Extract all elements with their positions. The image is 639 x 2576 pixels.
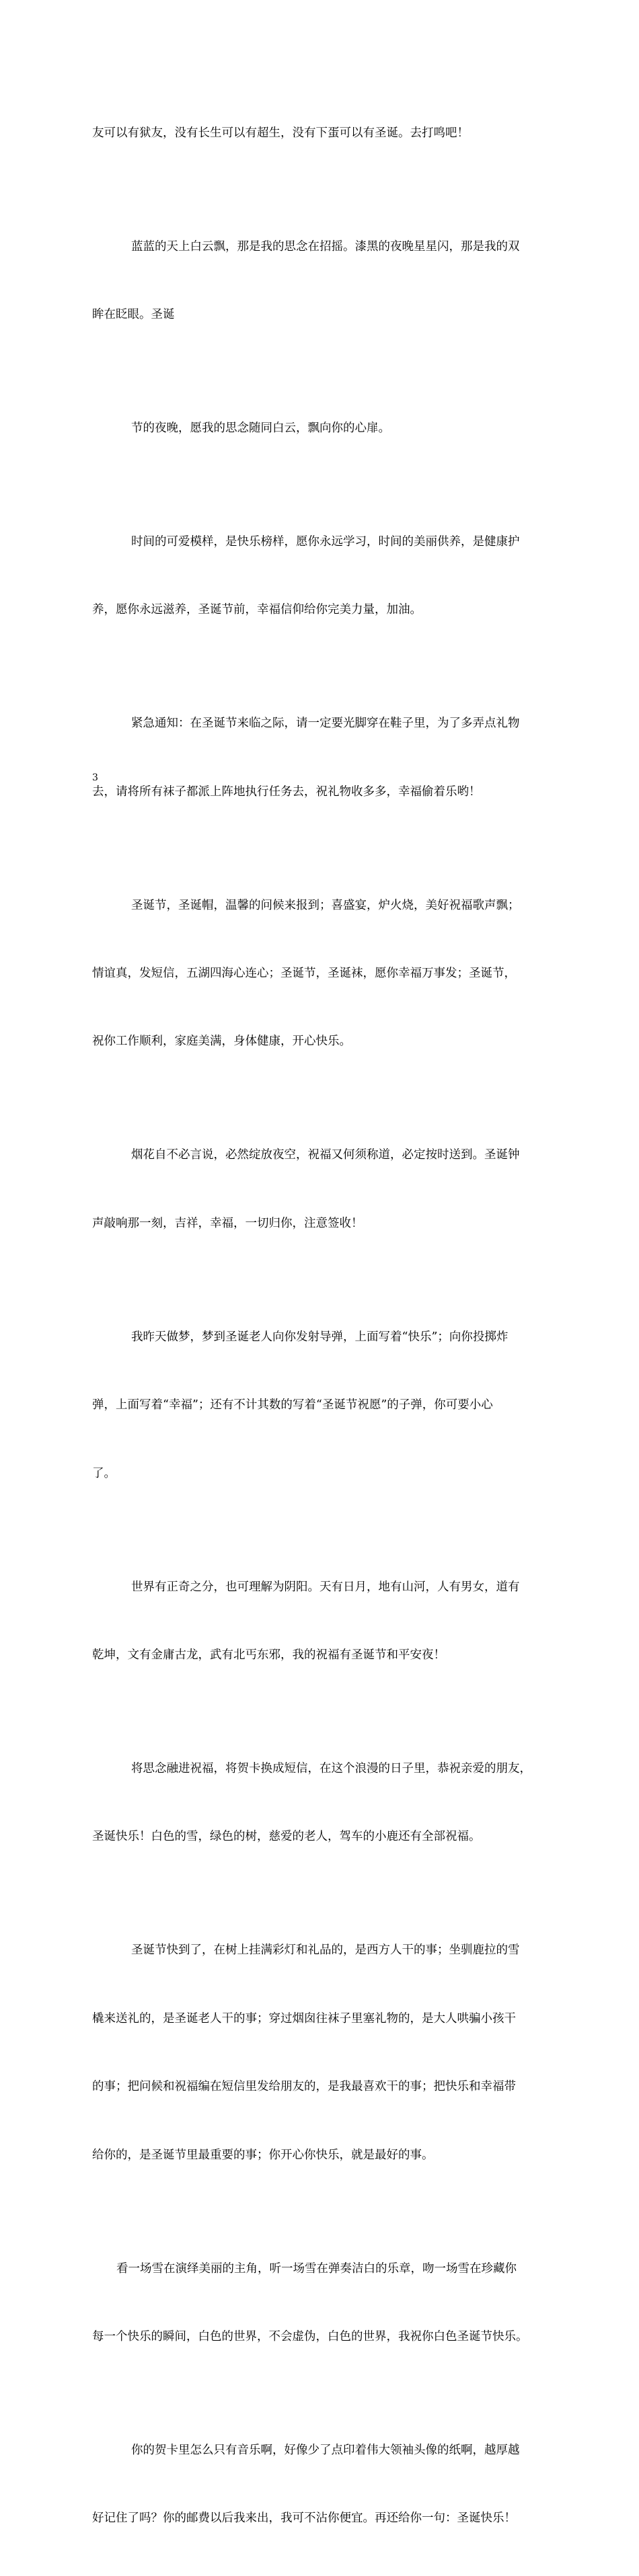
text-line: 给你的，是圣诞节里最重要的事；你开心你快乐，就是最好的事。 bbox=[92, 2148, 434, 2162]
text-line: 烟花自不必言说，必然绽放夜空，祝福又何须称道，必定按时送到。圣诞钟 bbox=[131, 1148, 520, 1162]
text-line: 我昨天做梦，梦到圣诞老人向你发射导弹，上面写着“快乐”；向你投掷炸 bbox=[131, 1330, 509, 1344]
text-line: 圣诞快乐！白色的雪，绿色的树，慈爱的老人，驾车的小鹿还有全部祝福。 bbox=[92, 1830, 481, 1844]
text-line: 每一个快乐的瞬间，白色的世界，不会虚伪，白色的世界，我祝你白色圣诞节快乐。 bbox=[92, 2329, 528, 2343]
paragraph bbox=[92, 372, 556, 485]
paragraph bbox=[92, 2394, 556, 2575]
page-number: 3 bbox=[92, 772, 98, 783]
text-line: 圣诞节快到了，在树上挂满彩灯和礼品的，是西方人干的事；坐驯鹿拉的雪 bbox=[131, 1943, 520, 1958]
text-line: 世界有正奇之分，也可理解为阴阳。天有日月，地有山河，人有男女，道有 bbox=[131, 1580, 520, 1594]
paragraph bbox=[92, 190, 556, 372]
text-line: 时间的可爱模样，是快乐榜样，愿你永远学习，时间的美丽供养，是健康护 bbox=[131, 534, 520, 549]
text-line: 乾坤，文有金庸古龙，武有北丐东邪，我的祝福有圣诞节和平安夜！ bbox=[92, 1648, 445, 1662]
paragraph bbox=[92, 485, 556, 667]
paragraph bbox=[92, 1099, 556, 1281]
text-line: 去，请将所有袜子都派上阵地执行任务去，祝礼物收多多，幸福偷着乐哟！ bbox=[92, 784, 481, 799]
text-line: 橇来送礼的，是圣诞老人干的事；穿过烟囱往袜子里塞礼物的，是大人哄骗小孩干 bbox=[92, 2011, 516, 2025]
paragraph bbox=[92, 2212, 556, 2394]
paragraph bbox=[92, 77, 556, 190]
text-line: 节的夜晚，愿我的思念随同白云，飘向你的心扉。 bbox=[131, 421, 390, 435]
body-text bbox=[92, 77, 556, 2576]
text-line: 蓝蓝的天上白云飘，那是我的思念在招摇。漆黑的夜晚星星闪，那是我的双 bbox=[131, 239, 520, 253]
text-line: 的事；把问候和祝福编在短信里发给朋友的，是我最喜欢干的事；把快乐和幸福带 bbox=[92, 2080, 516, 2094]
text-line: 看一场雪在演绎美丽的主角，听一场雪在弹奏洁白的乐章，吻一场雪在珍藏你 bbox=[116, 2261, 517, 2276]
paragraph bbox=[92, 849, 556, 1099]
paragraph bbox=[92, 1712, 556, 1894]
paragraph bbox=[92, 1894, 556, 2212]
text-line: 好记住了吗？你的邮费以后我来出，我可不沾你便宜。再还给你一句：圣诞快乐！ bbox=[92, 2511, 516, 2526]
paragraph bbox=[92, 1531, 556, 1712]
text-line: 祝你工作顺利，家庭美满，身体健康，开心快乐。 bbox=[92, 1035, 351, 1049]
text-line: 养，愿你永远滋养，圣诞节前，幸福信仰给你完美力量，加油。 bbox=[92, 603, 422, 617]
text-line: 弹，上面写着“幸福”；还有不计其数的写着“圣诞节祝愿”的子弹，你可要小心 bbox=[92, 1398, 493, 1412]
text-line: 情谊真，发短信，五湖四海心连心；圣诞节，圣诞袜，愿你幸福万事发；圣诞节， bbox=[92, 967, 516, 981]
text-line: 友可以有狱友，没有长生可以有超生，没有下蛋可以有圣诞。去打鸣吧！ bbox=[92, 126, 469, 140]
text-line: 声敲响那一刻，吉祥，幸福，一切归你，注意签收！ bbox=[92, 1216, 363, 1230]
text-line: 你的贺卡里怎么只有音乐啊，好像少了点印着伟大领袖头像的纸啊，越厚越 bbox=[131, 2443, 520, 2457]
paragraph bbox=[92, 668, 556, 849]
paragraph bbox=[92, 1281, 556, 1531]
text-line: 眸在眨眼。圣诞 bbox=[92, 307, 175, 321]
text-line: 将思念融进祝福，将贺卡换成短信，在这个浪漫的日子里，恭祝亲爱的朋友， bbox=[131, 1761, 531, 1775]
text-line: 紧急通知：在圣诞节来临之际，请一定要光脚穿在鞋子里，为了多弄点礼物 bbox=[131, 717, 520, 731]
text-line: 了。 bbox=[92, 1466, 116, 1480]
text-line: 圣诞节，圣诞帽，温馨的问候来报到；喜盛宴，炉火烧，美好祝福歌声飘； bbox=[131, 898, 520, 912]
